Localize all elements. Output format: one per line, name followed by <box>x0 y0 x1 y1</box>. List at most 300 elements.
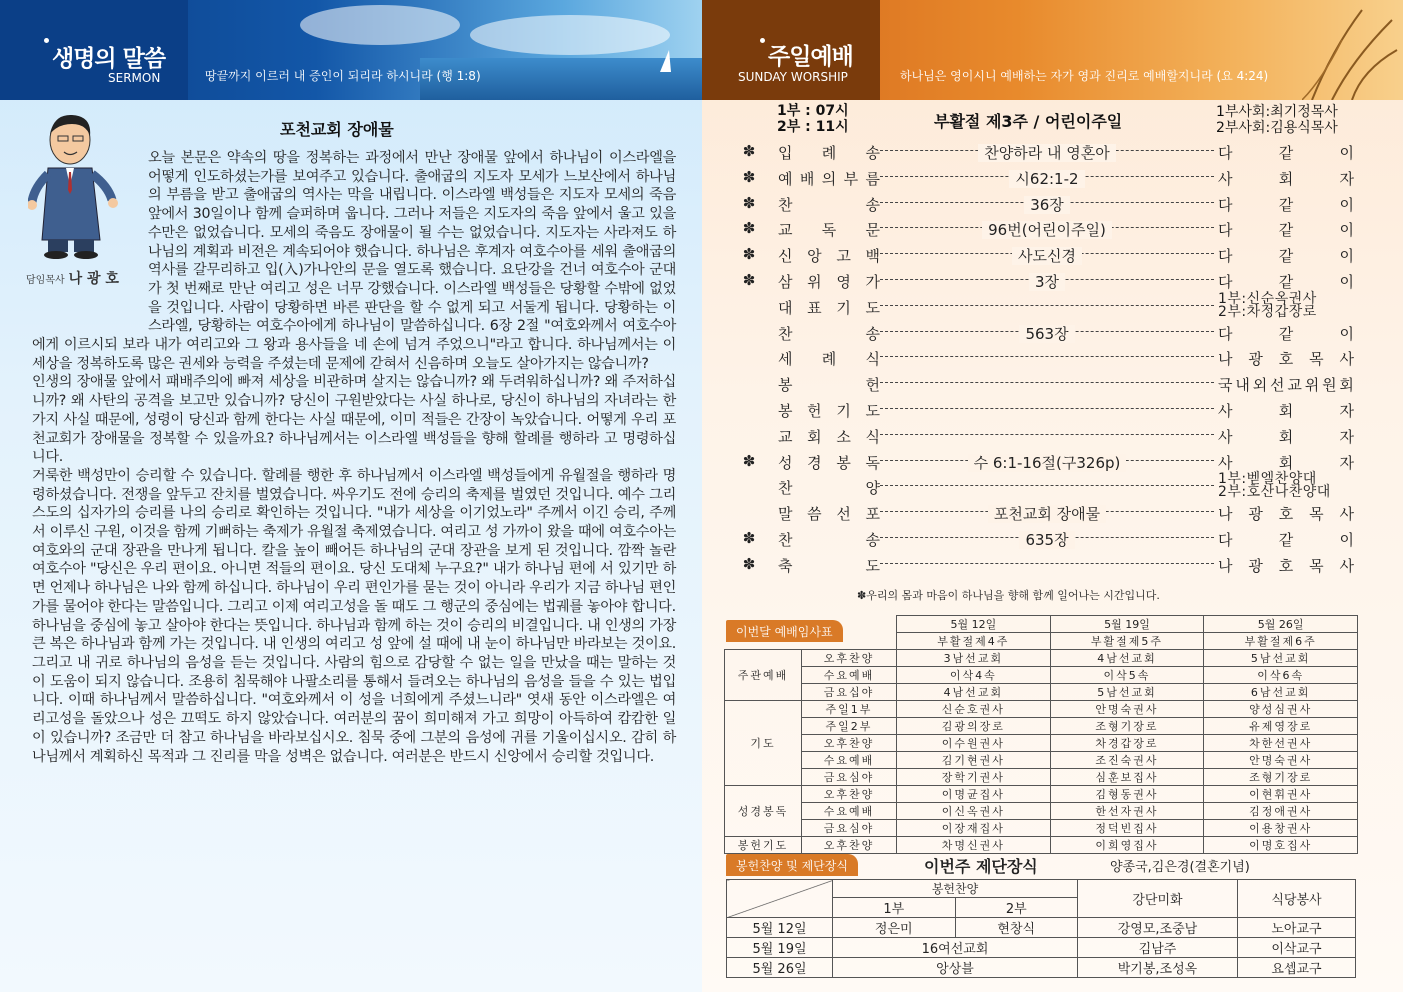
duty-cell: 장학기권사 <box>897 769 1051 786</box>
order-responsible-char: 다 <box>1218 221 1233 240</box>
order-responsible-char: 같 <box>1278 195 1294 214</box>
duty-cell: 이삭6속 <box>1204 667 1358 684</box>
duty-cell: 김기현권사 <box>897 752 1051 769</box>
order-item-char: 앙 <box>807 247 822 266</box>
order-responsible-char: 회 <box>1278 169 1294 188</box>
order-responsible-char: 회 <box>1339 376 1354 395</box>
order-item <box>778 348 880 369</box>
order-responsible <box>1218 142 1354 163</box>
order-row <box>742 164 1362 190</box>
duty-cell: 조형기장로 <box>1050 718 1204 735</box>
service-minister-2: 2부사회:김용식목사 <box>1216 120 1338 136</box>
order-responsible-char: 사 <box>1339 350 1354 369</box>
duty-cell: 신순호권사 <box>897 701 1051 718</box>
order-item-char: 신 <box>778 247 793 266</box>
order-row <box>742 370 1362 396</box>
order-content <box>880 452 1214 473</box>
duty-cell: 이명균집사 <box>897 786 1051 803</box>
order-item-char: 포 <box>865 505 880 524</box>
order-item <box>778 374 880 395</box>
sermon-header <box>0 0 702 100</box>
order-responsible-char: 자 <box>1339 427 1354 446</box>
order-responsible <box>1218 290 1358 320</box>
order-responsible-char: 내 <box>1235 376 1250 395</box>
offering-header-row <box>727 880 1356 898</box>
duty-cell: 정덕빈집사 <box>1050 820 1204 837</box>
order-responsible-char: 이 <box>1339 221 1354 240</box>
duty-cell: 4남선교회 <box>897 684 1051 701</box>
order-responsible-char: 자 <box>1339 401 1354 420</box>
service-cell: 금요십야 <box>801 684 896 701</box>
order-content <box>880 168 1214 189</box>
duty-cell: 3남선교회 <box>897 650 1051 667</box>
service-times <box>777 103 849 135</box>
order-responsible-char: 이 <box>1339 530 1354 549</box>
order-responsible-char: 같 <box>1278 272 1294 291</box>
order-responsible <box>1218 168 1354 189</box>
order-responsible-line: 2부:호산나찬양대 <box>1218 484 1331 501</box>
duty-cell: 6남선교회 <box>1204 684 1358 701</box>
order-responsible-char: 목 <box>1309 350 1324 369</box>
order-row <box>742 344 1362 370</box>
duty-cell: 김정애권사 <box>1204 803 1358 820</box>
order-responsible-char: 사 <box>1339 556 1354 575</box>
duty-cell: 안명숙권사 <box>1050 701 1204 718</box>
table-row <box>725 735 1358 752</box>
order-responsible-char: 사 <box>1339 505 1354 524</box>
dashed-leader <box>880 356 1214 357</box>
duty-cell: 김형동권사 <box>1050 786 1204 803</box>
table-row <box>725 769 1358 786</box>
order-item-char: 찬 <box>778 530 793 549</box>
kitchen-cell: 노아교구 <box>1238 918 1356 938</box>
duty-cell: 심훈보집사 <box>1050 769 1204 786</box>
order-responsible-char: 같 <box>1278 247 1294 266</box>
sermon-paragraph-2: 인생의 장애물 앞에서 패배주의에 빠져 세상을 비관하며 살지는 않습니까? 왜 두려워하십니까? 왜 주저하십니까? 왜 사탄의 공격을 보고만 있습니까? 당신이 구원받았다는 사실 하나로, 당신이 하나님의 자녀라는 한 가지 사실 때문에, 성령이 당신과 함께 한다는 사실 때문에, 이미 적들은 간장이 녹았습니다. 어떻게 우리 포천교회가 장애물을 정복할 수 있을까요? 하나님께서는 이스라엘 백성들을 향해 할례를 행하라 고 명령하십니다. <box>32 374 676 466</box>
order-responsible-char: 자 <box>1339 169 1354 188</box>
sailboat-icon <box>660 50 671 72</box>
order-item-char: 찬 <box>778 479 793 498</box>
order-item-char: 기 <box>836 298 851 317</box>
order-responsible-char: 사 <box>1218 401 1233 420</box>
service-minister-1: 1부사회:최기정목사 <box>1216 104 1338 120</box>
duty-cell: 한선자권사 <box>1050 803 1204 820</box>
order-responsible-char: 선 <box>1270 376 1285 395</box>
duty-cell: 이현휘권사 <box>1204 786 1358 803</box>
stand-mark: ✽ <box>742 554 756 573</box>
service-cell: 주일1부 <box>801 701 896 718</box>
order-responsible-char: 이 <box>1339 324 1354 343</box>
order-responsible <box>1218 452 1354 473</box>
duty-cell: 이희영집사 <box>1050 837 1204 854</box>
table-row <box>727 918 1356 938</box>
order-item-char: 봉 <box>778 401 793 420</box>
order-responsible-char: 다 <box>1218 195 1233 214</box>
order-item <box>778 503 880 524</box>
table-row <box>725 701 1358 718</box>
order-content-text: 찬양하라 내 영혼아 <box>978 144 1115 162</box>
date-cell: 5월 26일 <box>727 958 833 978</box>
duty-cell: 유제영장로 <box>1204 718 1358 735</box>
order-item-char: 백 <box>865 247 880 266</box>
week-cell: 부활절제4주 <box>897 633 1051 650</box>
order-content-text: 사도신경 <box>1012 247 1082 265</box>
stand-mark: ✽ <box>742 245 756 264</box>
order-item-char: 영 <box>836 272 851 291</box>
order-item-char: 양 <box>865 479 880 498</box>
order-item <box>778 323 880 344</box>
order-responsible-line: 1부:신순옥권사 <box>1218 290 1317 307</box>
order-item-char: 입 <box>778 144 793 162</box>
order-item <box>778 194 880 215</box>
order-item-char: 례 <box>821 144 837 162</box>
order-responsible-char: 이 <box>1339 195 1354 214</box>
order-item <box>778 426 880 447</box>
order-item <box>778 142 880 163</box>
order-item-char: 삼 <box>778 272 793 291</box>
order-item-char: 찬 <box>778 324 793 343</box>
order-responsible-line: 2부:차정갑장로 <box>1218 303 1317 320</box>
order-item-char: 헌 <box>807 401 822 420</box>
order-responsible-line: 1부:벧엘찬양대 <box>1218 471 1317 488</box>
order-item-char: 독 <box>865 453 880 472</box>
duty-cell: 차한선권사 <box>1204 735 1358 752</box>
table-row <box>727 938 1356 958</box>
blank-cell <box>725 616 897 650</box>
order-responsible-char: 목 <box>1309 505 1324 524</box>
order-item-char: 름 <box>865 169 880 188</box>
order-responsible-char: 나 <box>1218 556 1233 575</box>
order-row <box>742 138 1362 164</box>
kitchen-header: 식당봉사 <box>1238 880 1356 918</box>
table-row <box>725 837 1358 854</box>
duty-cell: 차경갑장로 <box>1050 735 1204 752</box>
order-content <box>880 323 1214 344</box>
dashed-leader <box>880 563 1214 564</box>
stand-mark: ✽ <box>742 451 756 470</box>
order-item-char: 회 <box>807 427 822 446</box>
duty-cell: 5남선교회 <box>1050 684 1204 701</box>
sermon-paragraph-4: 하나님을 중심에 놓고 살아야 한다는 뜻입니다. 하나님과 함께 하는 것이 승리의 비결입니다. 내 인생의 가장 큰 복은 하나님과 함께 가는 것입니다. 내 인생의 여리고 성 앞에 설 때에 내 눈이 하나님만 바라보는 것이요. 그리고 내 귀로 하나님의 음성을 듣는 것입니다. 사람의 힘으로 감당할 수 없는 일을 만났을 때는 말하는 것이 도움이 되지 않습니다. 조용히 침묵해야 나팔소리를 통해서 들려오는 하나님의 음성을 들을 수 있는 법입니다. 이때 하나님께서 말씀하십니다. "여호와께서 이 성을 너희에게 주셨느니라" 엿새 동안 이스라엘은 여리고성을 돌았으나 성은 끄떡도 하지 않았습니다. 여러분의 꿈이 희미해져 가고 희망이 아득하여 캄캄한 일이 있습니까? 조금만 더 참고 하나님을 바라보십시오. 침묵 중에 그분의 음성에 귀를 기울이십시오. 감히 하나님께서 계획하신 목적과 그 진리를 막을 성벽은 없습니다. 여러분은 반드시 신앙에서 승리할 것입니다. <box>32 617 676 765</box>
order-content <box>880 219 1214 240</box>
order-responsible-char: 나 <box>1218 505 1233 524</box>
order-responsible-char: 호 <box>1278 556 1294 575</box>
order-responsible-char: 광 <box>1248 350 1263 369</box>
order-item-char: 도 <box>865 401 880 420</box>
week-cell: 부활절제6주 <box>1204 633 1358 650</box>
diagonal-cell <box>727 880 833 918</box>
order-responsible-char: 목 <box>1309 556 1324 575</box>
worship-header <box>702 0 1403 100</box>
duty-cell: 양성심권사 <box>1204 701 1358 718</box>
sermon-paragraph-3: 거룩한 백성만이 승리할 수 있습니다. 할례를 행한 후 하나님께서 이스라엘 백성들에게 유월절을 행하라 명령하셨습니다. 전쟁을 앞두고 잔치를 벌였습니다. 싸우기도 전에 승리의 축제를 벌였던 것입니다. 예수 그리스도의 십자가의 승리를 나의 승리로 확인하는 것입니다. "내가 세상을 이기었노라" 주께서 이긴 승리, 주께서 이루신 구원, 이것을 함께 기뻐하는 축제가 유월절 축제였습니다. 여리고 성 가까이 왔을 때에 여호수아는 여호와의 군대 장관을 만나게 됩니다. 칼을 높이 빼어든 하나님의 군대 장관을 보게 된 것입니다. 깜짝 놀란 여호수아 "당신은 우리 편이요. 아니면 적들의 편이요. 당신 도대체 누구요?" 내가 하나님 편에 서 있기만 하면 언제나 하나님은 나와 함께 하십니다. 하나님이 우리 편인가를 묻는 것이 아니라 우리가 지금 하나님 편인가를 물어야 한다는 말씀입니다. 그리고 이제 여리고성을 돌 때도 그 행군의 중심에는 법궤를 놓아야 합니다. <box>32 467 676 615</box>
order-content-text: 563장 <box>1019 325 1074 343</box>
worship-page <box>702 0 1403 992</box>
service-cell: 주일2부 <box>801 718 896 735</box>
service-cell: 수요예배 <box>801 803 896 820</box>
order-responsible <box>1218 219 1354 240</box>
stand-mark: ✽ <box>742 528 756 547</box>
order-item-char: 봉 <box>836 453 851 472</box>
sermon-title: 포천교회 장애물 <box>280 120 394 139</box>
order-item-char: 문 <box>865 221 880 240</box>
order-item <box>778 219 880 240</box>
order-responsible <box>1218 323 1354 344</box>
duty-cell: 이삭5속 <box>1050 667 1204 684</box>
order-item-char: 교 <box>778 221 793 240</box>
order-item-char: 찬 <box>778 195 793 214</box>
order-item-char: 선 <box>836 505 851 524</box>
date-cell: 5월 12일 <box>897 616 1051 633</box>
order-item-char: 송 <box>865 195 880 214</box>
service-cell: 오후찬양 <box>801 786 896 803</box>
order-item-char: 송 <box>865 324 880 343</box>
order-responsible-char: 위 <box>1304 376 1320 395</box>
dashed-leader <box>880 485 1214 486</box>
order-item-char: 씀 <box>807 505 822 524</box>
order-responsible-char: 광 <box>1248 505 1263 524</box>
this-week-decoration-label: 이번주 제단장식 <box>924 857 1038 876</box>
order-content-text: 36장 <box>1024 196 1070 214</box>
order-item-char: 대 <box>778 298 793 317</box>
order-content <box>880 142 1214 163</box>
order-responsible <box>1218 374 1354 395</box>
order-item-char: 가 <box>865 272 880 291</box>
date-cell: 5월 26일 <box>1204 616 1358 633</box>
sermon-header-title: 생명의 말씀 <box>52 46 166 72</box>
pastor-role: 담임목사 <box>26 275 65 286</box>
service-cell: 수요예배 <box>801 752 896 769</box>
order-item-char: 부 <box>843 169 859 188</box>
order-item-char: 말 <box>778 505 793 524</box>
worship-header-verse: 하나님은 영이시니 예배하는 자가 영과 진리로 예배할지니라 (요 4:24) <box>900 69 1269 83</box>
service-time-2: 2부 : 11시 <box>777 119 849 135</box>
section-label: 봉헌기도 <box>725 837 802 854</box>
order-row <box>742 448 1362 474</box>
choir-cell: 16여선교회 <box>833 938 1078 958</box>
order-item-char: 세 <box>778 350 793 369</box>
offering-group-header: 봉헌찬양 <box>833 880 1078 898</box>
duty-cell: 안명숙권사 <box>1204 752 1358 769</box>
dashed-leader <box>880 305 1214 306</box>
monthly-header-row <box>725 616 1358 633</box>
sermon-paragraph-1: 오늘 본문은 약속의 땅을 정복하는 과정에서 만난 장애물 앞에서 하나님이 이스라엘을 어떻게 인도하셨는가를 보여주고 있습니다. 출애굽의 지도자 모세가 느보산에서 하나님의 부름을 받고 출애굽의 역사는 막을 내립니다. 이스라엘 백성들은 지도자 모세의 죽음 앞에서 30일이나 함께 슬퍼하며 웁니다. 그러나 저들은 지도자의 죽음 앞에서 울고 있을 수만은 없었습니다. 모세의 죽음도 장애물이 될 수는 없었습니다. 지도자는 사라져도 하나님의 계획과 비전은 계속되어야 했습니다. 하나님은 후계자 여호수아를 세워 출애굽의 역사를 갈무리하고 입(入)가나안의 문을 열도록 했습니다. 요단강을 건너 여호수아 군대가 첫 번째로 만난 여리고 성은 너무 강했습니다. 이스라엘 백성들은 당황할 수밖에 없었을 것입니다. 사람이 당황하면 바른 판단을 할 수 없게 되고 서둘게 됩니다. 당황하는 이스라엘, 당황하는 여호수아에게 하나님이 말씀하십니다. 6장 2절 "여호와께서 여호수아에게 이르시되 보라 내가 여리고와 그 왕과 용사들을 네 손에 넘겨 주었으니"라고 합니다. 하나님께서는 이 세상을 정복하도록 많은 권세와 능력을 주셨는데 문제에 갇혀서 신음하며 오늘도 살아가지는 않습니까? <box>32 150 676 372</box>
order-responsible <box>1218 473 1358 499</box>
flower-cell: 박기봉,조성옥 <box>1078 958 1238 978</box>
monthly-duty-table <box>724 615 1358 854</box>
order-responsible <box>1218 400 1354 421</box>
order-item-char: 의 <box>821 169 837 188</box>
order-responsible-char: 같 <box>1278 221 1294 240</box>
order-item-char: 소 <box>836 427 851 446</box>
order-responsible-char: 다 <box>1218 144 1233 162</box>
dashed-leader <box>880 408 1214 409</box>
section-label: 성경봉독 <box>725 786 802 837</box>
duty-cell: 이명호집사 <box>1204 837 1358 854</box>
pastor-name: 나 광 호 <box>68 271 119 287</box>
order-item-char: 경 <box>807 453 822 472</box>
duty-cell: 조진숙권사 <box>1050 752 1204 769</box>
choir-part2-cell: 현창식 <box>955 918 1078 938</box>
order-item-char: 배 <box>799 169 815 188</box>
monthly-duty-tag: 이번달 예배임사표 <box>726 620 843 642</box>
duty-cell: 김광의장로 <box>897 718 1051 735</box>
order-responsible-char: 호 <box>1278 350 1294 369</box>
order-item-char: 예 <box>778 169 793 188</box>
order-item-char: 송 <box>865 530 880 549</box>
service-cell: 금요심야 <box>801 820 896 837</box>
sermon-header-verse: 땅끝까지 이르러 내 증인이 되리라 하시니라 (행 1:8) <box>205 69 481 83</box>
order-responsible <box>1218 194 1354 215</box>
order-content <box>880 245 1214 266</box>
order-responsible-char: 다 <box>1218 324 1233 343</box>
order-responsible-char: 이 <box>1339 272 1354 291</box>
order-responsible <box>1218 555 1354 576</box>
order-row <box>742 551 1362 577</box>
order-content-text: 수 6:1-16절(구326p) <box>968 454 1127 472</box>
order-item <box>778 168 880 189</box>
order-responsible <box>1218 503 1354 524</box>
week-cell: 부활절제5주 <box>1050 633 1204 650</box>
order-content-text: 3장 <box>1029 273 1065 291</box>
order-content <box>880 503 1214 524</box>
order-responsible-char: 같 <box>1278 144 1294 162</box>
order-content-text: 시62:1-2 <box>1009 170 1084 188</box>
order-item <box>778 245 880 266</box>
order-responsible-char: 호 <box>1278 505 1294 524</box>
sermon-header-subtitle: SERMON <box>108 71 161 85</box>
offering-table <box>726 879 1356 978</box>
order-item-char: 례 <box>821 350 837 369</box>
order-content-text: 포천교회 장애물 <box>988 505 1106 523</box>
stand-mark: ✽ <box>742 142 756 160</box>
table-row <box>727 958 1356 978</box>
order-responsible-char: 이 <box>1339 144 1354 162</box>
section-label: 주관예배 <box>725 650 802 701</box>
kitchen-cell: 요셉교구 <box>1238 958 1356 978</box>
order-responsible-char: 외 <box>1252 376 1268 395</box>
dashed-leader <box>880 434 1214 435</box>
order-content <box>880 271 1214 292</box>
order-row <box>742 473 1362 499</box>
flower-cell: 강영모,조중남 <box>1078 918 1238 938</box>
order-responsible-char: 이 <box>1339 247 1354 266</box>
part2-header: 2부 <box>955 898 1078 918</box>
order-responsible-char: 다 <box>1218 247 1233 266</box>
order-item <box>778 452 880 473</box>
order-content <box>880 529 1214 550</box>
order-item-char: 고 <box>836 247 851 266</box>
order-item-char: 교 <box>778 427 793 446</box>
order-item <box>778 477 880 498</box>
order-responsible <box>1218 348 1354 369</box>
order-responsible-char: 회 <box>1278 453 1294 472</box>
service-title: 부활절 제3주 / 어린이주일 <box>934 112 1123 131</box>
order-item-char: 도 <box>865 298 880 317</box>
order-responsible-char: 사 <box>1218 427 1233 446</box>
order-item-char: 축 <box>778 556 793 575</box>
service-cell: 금요심야 <box>801 769 896 786</box>
table-row <box>725 803 1358 820</box>
service-cell: 오후찬양 <box>801 837 896 854</box>
sermon-body <box>32 149 676 766</box>
service-cell: 오후찬양 <box>801 650 896 667</box>
order-row <box>742 396 1362 422</box>
order-responsible-char: 국 <box>1218 376 1233 395</box>
order-note: ✽우리의 몸과 마음이 하나님을 향해 함께 일어나는 시간입니다. <box>857 589 1160 602</box>
kitchen-cell: 이삭교구 <box>1238 938 1356 958</box>
service-time-1: 1부 : 07시 <box>777 103 849 119</box>
duty-cell: 이수원권사 <box>897 735 1051 752</box>
table-row <box>725 667 1358 684</box>
order-responsible-char: 같 <box>1278 324 1294 343</box>
order-responsible-char: 광 <box>1248 556 1263 575</box>
order-responsible-char: 사 <box>1218 453 1233 472</box>
stand-mark: ✽ <box>742 167 756 186</box>
order-item-char: 헌 <box>865 376 880 395</box>
order-responsible-char: 다 <box>1218 272 1233 291</box>
order-responsible <box>1218 426 1354 447</box>
order-item <box>778 271 880 292</box>
order-responsible-char: 원 <box>1322 376 1337 395</box>
table-row <box>725 650 1358 667</box>
order-responsible-char: 자 <box>1339 453 1354 472</box>
flower-header: 강단미화 <box>1078 880 1238 918</box>
order-of-worship <box>742 138 1362 577</box>
flower-cell: 김남주 <box>1078 938 1238 958</box>
stand-mark: ✽ <box>742 270 756 289</box>
order-item <box>778 529 880 550</box>
date-cell: 5월 19일 <box>727 938 833 958</box>
table-row <box>725 718 1358 735</box>
date-cell: 5월 19일 <box>1050 616 1204 633</box>
order-row <box>742 241 1362 267</box>
order-row <box>742 499 1362 525</box>
service-cell: 오후찬양 <box>801 735 896 752</box>
offering-tag: 봉헌찬양 및 제단장식 <box>726 854 858 876</box>
duty-cell: 5남선교회 <box>1204 650 1358 667</box>
duty-cell: 이신옥권사 <box>897 803 1051 820</box>
order-content-text: 96번(어린이주일) <box>982 221 1112 239</box>
order-item-char: 위 <box>807 272 822 291</box>
order-content-text: 635장 <box>1019 531 1074 549</box>
order-row <box>742 267 1362 293</box>
service-cell: 수요예배 <box>801 667 896 684</box>
worship-header-title: 주일예배 <box>768 44 853 70</box>
order-content <box>880 194 1214 215</box>
choir-cell: 앙상블 <box>833 958 1078 978</box>
wheat-icon <box>1302 0 1403 100</box>
choir-part1-cell: 정은미 <box>833 918 956 938</box>
order-row <box>742 215 1362 241</box>
order-responsible-char: 회 <box>1278 401 1294 420</box>
order-item-char: 봉 <box>778 376 793 395</box>
order-item-char: 독 <box>821 221 837 240</box>
order-responsible-char: 회 <box>1278 427 1294 446</box>
duty-cell: 4남선교회 <box>1050 650 1204 667</box>
order-item <box>778 297 880 318</box>
order-responsible-char: 같 <box>1278 530 1294 549</box>
order-item-char: 송 <box>865 144 880 162</box>
worship-header-subtitle: SUNDAY WORSHIP <box>738 70 848 84</box>
part1-header: 1부 <box>833 898 956 918</box>
order-item-char: 표 <box>807 298 822 317</box>
order-row <box>742 190 1362 216</box>
service-ministers <box>1216 104 1338 136</box>
table-row <box>725 684 1358 701</box>
date-cell: 5월 12일 <box>727 918 833 938</box>
order-responsible <box>1218 271 1354 292</box>
